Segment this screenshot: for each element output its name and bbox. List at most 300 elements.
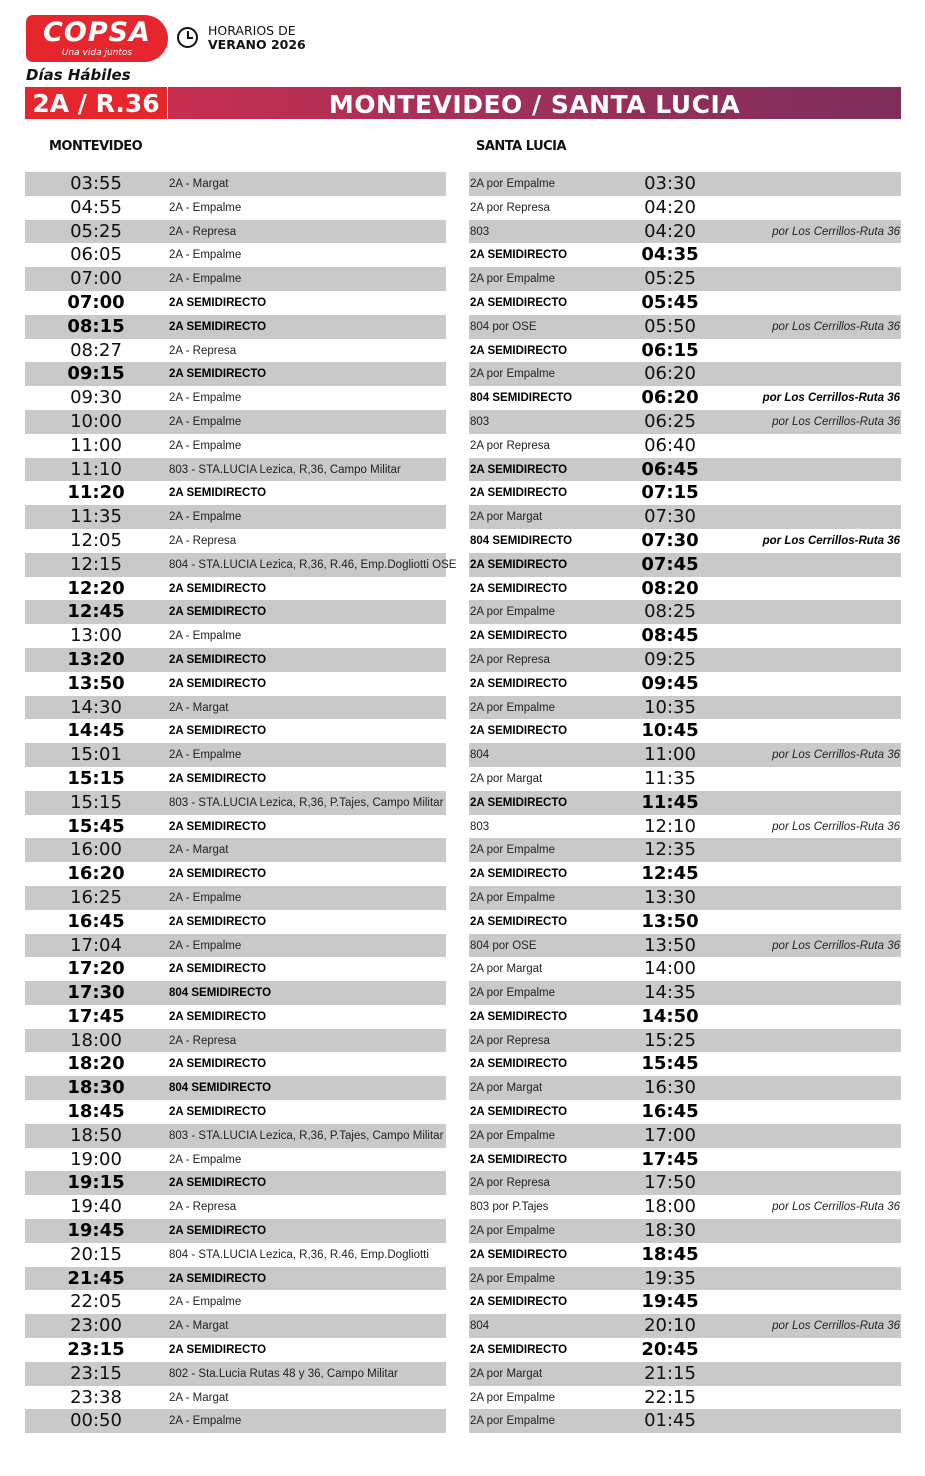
service-description: 2A SEMIDIRECTO: [470, 249, 568, 262]
schedule-row: [469, 838, 901, 862]
service-description: 2A por Represa: [470, 1034, 550, 1047]
departure-time: 12:05: [70, 529, 122, 551]
schedule-row: [469, 1243, 901, 1267]
schedule-row: [25, 1314, 446, 1338]
service-description: 2A SEMIDIRECTO: [470, 344, 568, 357]
service-description: 2A - Empalme: [169, 273, 242, 286]
service-description: 2A SEMIDIRECTO: [169, 1272, 267, 1285]
schedule-row: [469, 624, 901, 648]
schedule-row: [469, 1148, 901, 1172]
service-description: 2A por Represa: [470, 439, 550, 452]
departure-time: 19:00: [70, 1148, 122, 1170]
schedule-row: [469, 862, 901, 886]
schedule-row: [25, 862, 446, 886]
departure-time: 19:15: [67, 1172, 125, 1194]
brand-name: COPSA: [43, 17, 151, 48]
route-note: por Los Cerrillos-Ruta 36: [772, 225, 900, 238]
departure-time: 13:50: [641, 910, 699, 932]
departure-time: 06:25: [644, 410, 696, 432]
departure-time: 20:15: [70, 1243, 122, 1265]
service-description: 2A por Empalme: [470, 178, 556, 190]
departure-time: 11:10: [70, 458, 122, 480]
schedule-row: [469, 1124, 901, 1148]
schedule-row: [25, 815, 446, 839]
departure-time: 06:15: [641, 339, 699, 361]
service-description: 2A SEMIDIRECTO: [169, 868, 267, 881]
service-description: 803: [470, 225, 490, 238]
departure-time: 07:15: [641, 482, 699, 504]
service-description: 2A - Empalme: [169, 201, 242, 214]
schedule-row: [469, 1362, 901, 1386]
departure-time: 12:20: [67, 577, 125, 599]
service-description: 2A SEMIDIRECTO: [470, 1106, 568, 1119]
schedule-row: [25, 672, 446, 696]
departure-time: 18:45: [641, 1243, 699, 1265]
departure-time: 07:30: [641, 529, 699, 551]
service-description: 2A SEMIDIRECTO: [169, 963, 267, 976]
schedule-row: [25, 648, 446, 672]
departure-time: 07:30: [644, 506, 696, 528]
departure-time: 17:50: [644, 1172, 696, 1194]
schedule-row: [25, 934, 446, 958]
service-description: 804 por OSE: [470, 939, 537, 952]
schedule-row: [469, 1005, 901, 1029]
service-description: 2A - Empalme: [169, 415, 242, 428]
departure-time: 19:45: [641, 1291, 699, 1313]
service-description: 804 SEMIDIRECTO: [169, 1082, 272, 1095]
service-description: 2A SEMIDIRECTO: [470, 725, 568, 738]
service-description: 2A por Empalme: [470, 1391, 556, 1404]
departure-time: 17:45: [67, 1005, 125, 1027]
service-description: 804: [470, 749, 490, 762]
season-line-1: HORARIOS DE: [208, 23, 296, 38]
service-description: 2A por Empalme: [470, 987, 556, 1000]
service-description: 2A - Margat: [169, 844, 229, 857]
service-description: 2A SEMIDIRECTO: [169, 653, 267, 666]
schedule-row: [469, 648, 901, 672]
service-description: 2A por Margat: [470, 1367, 543, 1380]
service-description: 2A por Margat: [470, 963, 543, 976]
brand-tagline: Una vida juntos: [61, 48, 133, 58]
schedule-row: [469, 553, 901, 577]
departure-time: 22:05: [70, 1291, 122, 1313]
service-description: 802 - Sta.Lucia Rutas 48 y 36, Campo Militar: [169, 1367, 398, 1380]
schedule-row: [469, 886, 901, 910]
service-description: 2A SEMIDIRECTO: [470, 487, 568, 500]
route-code: 2A / R.36: [25, 87, 167, 119]
service-description: 2A SEMIDIRECTO: [169, 487, 267, 500]
service-description: 803: [470, 415, 490, 428]
service-description: 804: [470, 1320, 490, 1333]
schedule-row: [25, 838, 446, 862]
departure-time: 04:20: [644, 196, 696, 218]
service-description: 2A - Empalme: [169, 249, 242, 262]
departure-time: 17:04: [70, 934, 122, 956]
departure-time: 21:15: [644, 1362, 696, 1384]
schedule-row: [469, 696, 901, 720]
schedule-row: [25, 220, 446, 244]
schedule-row: [25, 1100, 446, 1124]
service-description: 2A - Empalme: [169, 1415, 242, 1428]
schedule-row: [25, 1171, 446, 1195]
schedule-row: [25, 1338, 446, 1362]
schedule-row: [25, 577, 446, 601]
service-description: 2A por Empalme: [470, 1225, 556, 1238]
departure-time: 16:25: [70, 886, 122, 908]
service-description: 803 por P.Tajes: [470, 1201, 549, 1214]
service-description: 2A por Empalme: [470, 891, 556, 904]
departure-time: 11:35: [70, 506, 122, 528]
departure-time: 16:45: [67, 910, 125, 932]
schedule-row: [469, 1219, 901, 1243]
schedule-row: [25, 553, 457, 577]
schedule-row: [469, 172, 901, 196]
schedule-row: [469, 362, 901, 386]
service-description: 2A - Empalme: [169, 891, 242, 904]
service-description: 2A - Margat: [169, 1320, 229, 1333]
departure-time: 18:00: [644, 1196, 696, 1218]
schedule-row: [25, 767, 446, 791]
schedule-row: [25, 1243, 446, 1267]
schedule-row: [469, 410, 901, 434]
service-description: 2A - Empalme: [169, 392, 242, 405]
service-description: 2A SEMIDIRECTO: [169, 772, 267, 785]
service-description: 2A SEMIDIRECTO: [169, 296, 267, 309]
departure-time: 09:45: [641, 672, 699, 694]
schedule-row: [25, 1005, 446, 1029]
schedule-row: [469, 577, 901, 601]
departure-time: 17:00: [644, 1124, 696, 1146]
departure-time: 14:35: [644, 982, 696, 1004]
departure-time: 07:00: [70, 268, 122, 290]
departure-time: 09:30: [70, 387, 122, 409]
service-description: 804 - STA.LUCIA Lezica, R,36, R.46, Emp.Dogliotti OSE: [169, 558, 457, 571]
departure-time: 10:45: [641, 720, 699, 742]
schedule-row: [469, 600, 901, 624]
service-description: 2A SEMIDIRECTO: [169, 677, 267, 690]
departure-time: 19:45: [67, 1220, 125, 1242]
departure-time: 12:10: [644, 815, 696, 837]
departure-time: 14:00: [644, 958, 696, 980]
schedule-row: [25, 315, 446, 339]
service-description: 2A SEMIDIRECTO: [470, 296, 568, 309]
service-description: 2A SEMIDIRECTO: [169, 368, 267, 381]
schedule-row: [469, 743, 901, 767]
schedule-row: [469, 220, 901, 244]
service-description: 2A SEMIDIRECTO: [470, 1010, 568, 1023]
service-description: 2A - Represa: [169, 225, 237, 238]
montevideo-heading: MONTEVIDEO: [49, 139, 143, 154]
service-description: 2A SEMIDIRECTO: [169, 1106, 267, 1119]
departure-time: 12:45: [641, 863, 699, 885]
service-description: 2A por Empalme: [470, 1272, 556, 1285]
departure-time: 10:00: [70, 410, 122, 432]
service-description: 2A SEMIDIRECTO: [169, 1225, 267, 1238]
departure-time: 11:45: [641, 791, 699, 813]
schedule-row: [25, 719, 446, 743]
service-description: 2A SEMIDIRECTO: [169, 820, 267, 833]
service-description: 2A SEMIDIRECTO: [470, 915, 568, 928]
departure-time: 14:45: [67, 720, 125, 742]
service-description: 2A SEMIDIRECTO: [470, 1248, 568, 1261]
service-description: 2A SEMIDIRECTO: [470, 868, 568, 881]
schedule-row: [25, 743, 446, 767]
schedule-row: [25, 386, 446, 410]
departure-time: 14:30: [70, 696, 122, 718]
schedule-row: [25, 267, 446, 291]
departure-time: 16:45: [641, 1101, 699, 1123]
service-description: 2A SEMIDIRECTO: [169, 1344, 267, 1357]
departure-time: 13:30: [644, 886, 696, 908]
route-note: por Los Cerrillos-Ruta 36: [762, 534, 900, 547]
departure-time: 12:35: [644, 839, 696, 861]
departure-time: 23:15: [70, 1362, 122, 1384]
service-description: 2A SEMIDIRECTO: [470, 796, 568, 809]
schedule-row: [469, 934, 901, 958]
service-description: 2A - Empalme: [169, 511, 242, 524]
schedule-row: [25, 886, 446, 910]
departure-time: 15:45: [641, 1053, 699, 1075]
service-description: 2A por Empalme: [470, 273, 556, 286]
departure-time: 15:45: [67, 815, 125, 837]
service-description: 2A SEMIDIRECTO: [169, 582, 267, 595]
departure-time: 06:20: [641, 387, 699, 409]
service-description: 2A por Margat: [470, 1082, 543, 1095]
schedule-row: [25, 1362, 446, 1386]
schedule-row: [25, 791, 446, 815]
departure-time: 11:35: [644, 767, 696, 789]
schedule-row: [469, 196, 901, 220]
departure-time: 14:50: [641, 1005, 699, 1027]
departure-time: 16:30: [644, 1077, 696, 1099]
service-description: 2A - Margat: [169, 178, 229, 190]
departure-time: 06:20: [644, 363, 696, 385]
schedule-row: [25, 339, 446, 363]
schedule-row: [469, 672, 901, 696]
schedule-row: [469, 1314, 901, 1338]
schedule-row: [25, 981, 446, 1005]
schedule-row: [25, 362, 446, 386]
departure-time: 12:15: [70, 553, 122, 575]
departure-time: 00:50: [70, 1410, 122, 1432]
departure-time: 04:20: [644, 220, 696, 242]
service-description: 2A - Represa: [169, 1201, 237, 1214]
service-description: 2A - Margat: [169, 701, 229, 714]
schedule-row: [469, 458, 901, 482]
route-note: por Los Cerrillos-Ruta 36: [772, 1201, 900, 1214]
departure-time: 05:45: [641, 291, 699, 313]
service-description: 2A - Empalme: [169, 630, 242, 643]
departure-time: 04:35: [641, 244, 699, 266]
service-description: 2A - Empalme: [169, 439, 242, 452]
schedule-row: [469, 481, 901, 505]
service-description: 2A por Represa: [470, 653, 550, 666]
departure-time: 08:20: [641, 577, 699, 599]
schedule-row: [469, 815, 901, 839]
schedule-row: [469, 957, 901, 981]
service-description: 2A SEMIDIRECTO: [470, 630, 568, 643]
departure-time: 07:00: [67, 291, 125, 313]
schedule-row: [25, 600, 446, 624]
service-description: 2A por Margat: [470, 511, 543, 524]
service-description: 2A por Empalme: [470, 844, 556, 857]
schedule-row: [469, 1171, 901, 1195]
schedule-row: [25, 1124, 446, 1148]
service-description: 2A - Margat: [169, 1391, 229, 1404]
schedule-row: [469, 386, 901, 410]
service-description: 2A SEMIDIRECTO: [470, 582, 568, 595]
service-description: 2A - Empalme: [169, 939, 242, 952]
departure-time: 21:45: [67, 1267, 125, 1289]
schedule-row: [469, 767, 901, 791]
schedule-row: [25, 434, 446, 458]
service-description: 2A - Represa: [169, 1034, 237, 1047]
service-description: 2A SEMIDIRECTO: [169, 320, 267, 333]
schedule-row: [25, 1052, 446, 1076]
departure-time: 03:55: [70, 173, 122, 194]
departure-time: 18:45: [67, 1101, 125, 1123]
departure-time: 05:25: [644, 268, 696, 290]
service-description: 804 - STA.LUCIA Lezica, R,36, R.46, Emp.Dogliotti: [169, 1248, 429, 1261]
departure-time: 17:20: [67, 958, 125, 980]
departure-time: 23:38: [70, 1386, 122, 1408]
santa-lucia-departures: [469, 172, 901, 1433]
departure-time: 23:00: [70, 1315, 122, 1337]
service-description: 2A por Represa: [470, 1177, 550, 1190]
service-description: 2A - Empalme: [169, 749, 242, 762]
departure-time: 01:45: [644, 1410, 696, 1432]
departure-time: 06:45: [641, 458, 699, 480]
schedule-row: [469, 291, 901, 315]
schedule-row: [25, 1386, 446, 1410]
service-description: 804 SEMIDIRECTO: [169, 987, 272, 1000]
route-note: por Los Cerrillos-Ruta 36: [762, 392, 900, 405]
schedule-row: [25, 1029, 446, 1053]
schedule-row: [25, 481, 446, 505]
departure-time: 18:30: [67, 1077, 125, 1099]
schedule-row: [469, 1052, 901, 1076]
schedule-row: [25, 696, 446, 720]
schedule-row: [469, 1386, 901, 1410]
schedule-row: [469, 1100, 901, 1124]
schedule-row: [25, 196, 446, 220]
schedule-row: [469, 1076, 901, 1100]
departure-time: 17:30: [67, 982, 125, 1004]
schedule-row: [25, 1076, 446, 1100]
departure-time: 20:45: [641, 1339, 699, 1361]
season-line-2: VERANO 2026: [208, 37, 306, 52]
route-note: por Los Cerrillos-Ruta 36: [772, 415, 900, 428]
service-description: 2A SEMIDIRECTO: [169, 725, 267, 738]
route-note: por Los Cerrillos-Ruta 36: [772, 1320, 900, 1333]
schedule-row: [25, 291, 446, 315]
service-description: 2A - Empalme: [169, 1153, 242, 1166]
departure-time: 23:15: [67, 1339, 125, 1361]
day-type: Días Hábiles: [26, 66, 131, 84]
service-description: 2A SEMIDIRECTO: [169, 1177, 267, 1190]
departure-time: 16:00: [70, 839, 122, 861]
departure-time: 19:35: [644, 1267, 696, 1289]
schedule-row: [469, 267, 901, 291]
schedule-row: [25, 1195, 446, 1219]
schedule-row: [25, 529, 446, 553]
montevideo-departures: [25, 172, 457, 1433]
service-description: 2A SEMIDIRECTO: [470, 463, 568, 476]
service-description: 803 - STA.LUCIA Lezica, R,36, P.Tajes, Campo Militar: [169, 1129, 444, 1142]
departure-time: 06:05: [70, 244, 122, 266]
departure-time: 06:40: [644, 434, 696, 456]
schedule-row: [469, 1409, 901, 1433]
santa-lucia-heading: SANTA LUCIA: [476, 139, 567, 154]
departure-time: 18:20: [67, 1053, 125, 1075]
departure-time: 13:00: [70, 625, 122, 647]
schedule-row: [25, 1409, 446, 1433]
departure-time: 04:55: [70, 196, 122, 218]
service-description: 2A SEMIDIRECTO: [169, 915, 267, 928]
schedule-row: [25, 910, 446, 934]
service-description: 2A por Empalme: [470, 606, 556, 619]
departure-time: 20:10: [644, 1315, 696, 1337]
schedule-row: [469, 1195, 901, 1219]
departure-time: 05:50: [644, 315, 696, 337]
schedule-row: [469, 434, 901, 458]
departure-time: 09:15: [67, 363, 125, 385]
schedule-row: [25, 957, 446, 981]
departure-time: 11:00: [70, 434, 122, 456]
schedule-row: [469, 719, 901, 743]
departure-time: 15:15: [67, 767, 125, 789]
schedule-row: [25, 1148, 446, 1172]
departure-time: 19:40: [70, 1196, 122, 1218]
service-description: 803: [470, 820, 490, 833]
service-description: 2A SEMIDIRECTO: [470, 677, 568, 690]
schedule-row: [469, 1267, 901, 1291]
service-description: 2A SEMIDIRECTO: [470, 1153, 568, 1166]
departure-time: 18:00: [70, 1029, 122, 1051]
departure-time: 11:20: [67, 482, 125, 504]
season-label: [208, 24, 306, 52]
departure-time: 22:15: [644, 1386, 696, 1408]
schedule-row: [25, 624, 446, 648]
schedule-row: [469, 791, 901, 815]
route-note: por Los Cerrillos-Ruta 36: [772, 820, 900, 833]
departure-time: 08:25: [644, 601, 696, 623]
service-description: 2A - Empalme: [169, 1296, 242, 1309]
service-description: 2A SEMIDIRECTO: [169, 1010, 267, 1023]
schedule-row: [25, 1267, 446, 1291]
copsa-logo: [26, 15, 168, 62]
service-description: 2A por Represa: [470, 201, 550, 214]
service-description: 803 - STA.LUCIA Lezica, R,36, Campo Militar: [169, 463, 401, 476]
service-description: 2A SEMIDIRECTO: [470, 1344, 568, 1357]
departure-time: 09:25: [644, 648, 696, 670]
schedule-row: [25, 1219, 446, 1243]
service-description: 803 - STA.LUCIA Lezica, R,36, P.Tajes, Campo Militar: [169, 796, 444, 809]
schedule-row: [469, 1029, 901, 1053]
service-description: 2A - Represa: [169, 534, 237, 547]
route-title: MONTEVIDEO / SANTA LUCIA: [168, 87, 901, 119]
departure-time: 08:27: [70, 339, 122, 361]
route-note: por Los Cerrillos-Ruta 36: [772, 939, 900, 952]
schedule-row: [25, 458, 446, 482]
departure-time: 08:15: [67, 315, 125, 337]
clock-icon: [177, 27, 198, 48]
departure-time: 13:20: [67, 648, 125, 670]
departure-time: 15:01: [70, 744, 122, 766]
service-description: 2A SEMIDIRECTO: [470, 1058, 568, 1071]
departure-time: 13:50: [67, 672, 125, 694]
departure-time: 17:45: [641, 1148, 699, 1170]
